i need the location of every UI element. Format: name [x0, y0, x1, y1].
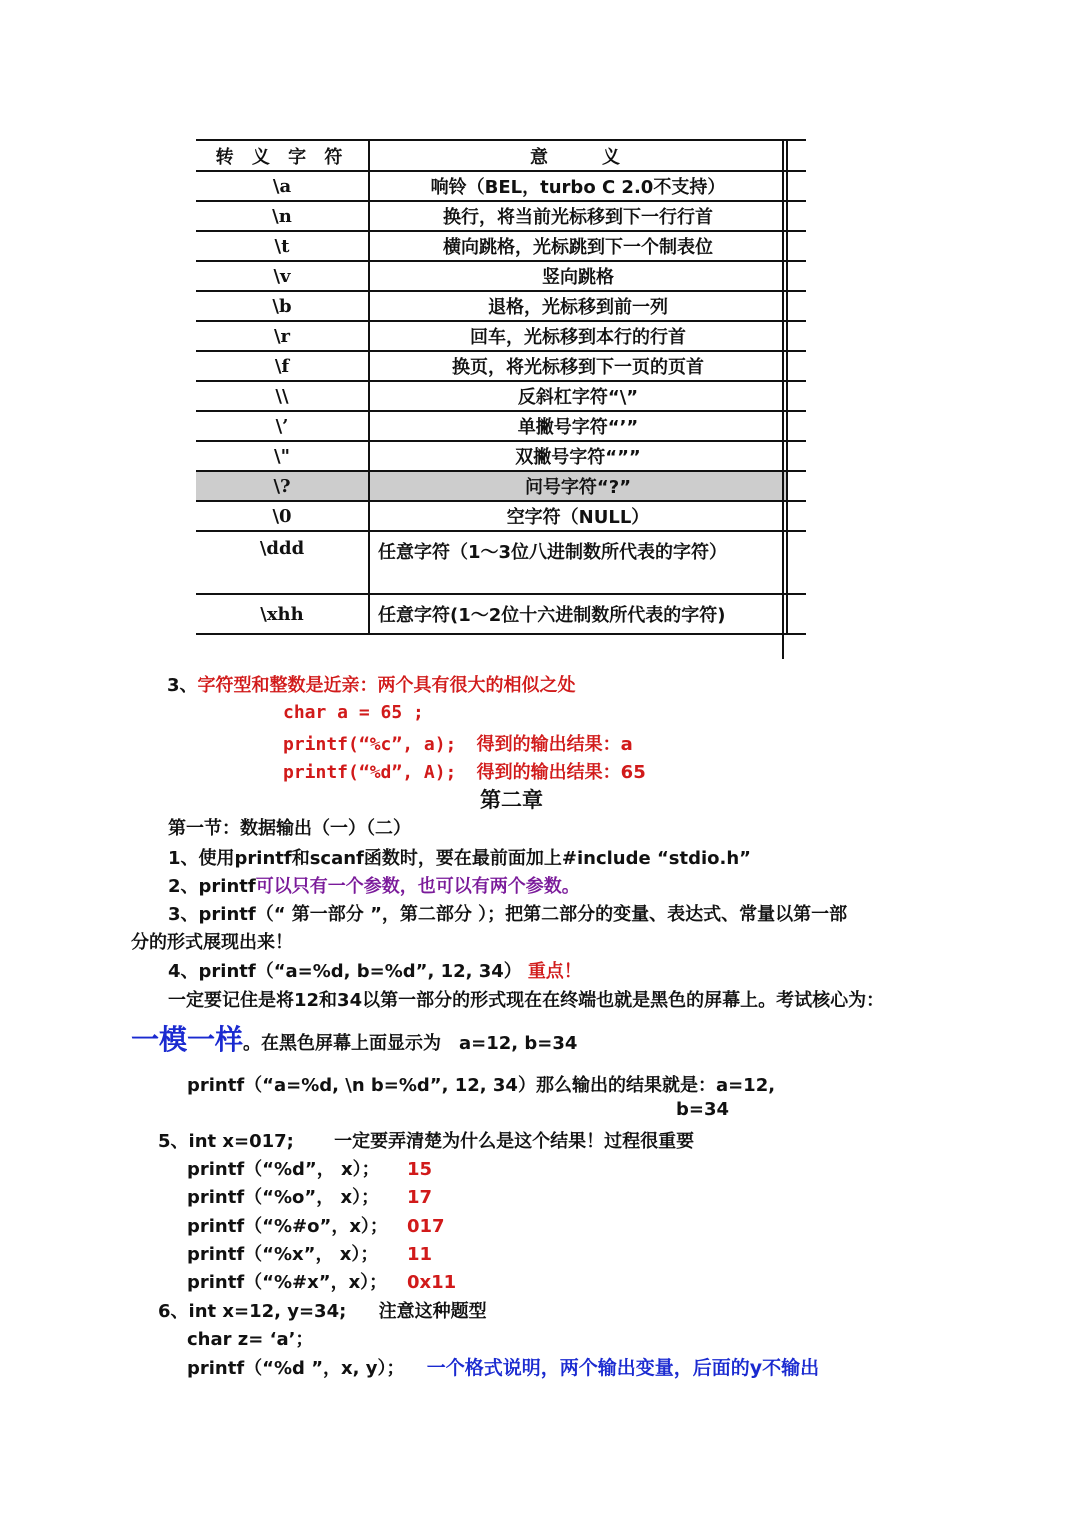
item-5-row [187, 1268, 456, 1294]
item-2-text: 可以只有一个参数，也可以有两个参数。 [255, 876, 580, 897]
item-5-row-code: printf（“%#x”，x）； [187, 1272, 388, 1293]
table-row [196, 501, 806, 531]
escape-code: \xhh [196, 594, 369, 634]
item-5-row [187, 1183, 432, 1209]
escape-meaning: 单撇号字符“’” [369, 411, 787, 441]
item-5-row-result: 15 [407, 1159, 433, 1180]
escape-code: \? [196, 471, 369, 501]
item-3-line2: 分的形式展现出来！ [131, 932, 293, 953]
sec3-heading [167, 671, 576, 697]
item-5-head [158, 1127, 694, 1153]
table-row [196, 531, 806, 594]
table-row [196, 594, 806, 634]
core-phrase: 一模一样 [131, 1023, 244, 1056]
escape-meaning: 换页，将光标移到下一页的页首 [369, 351, 787, 381]
table-row [196, 471, 806, 501]
table-row [196, 411, 806, 441]
escape-code: \a [196, 171, 369, 201]
table-row [196, 381, 806, 411]
item-4-core [131, 1018, 577, 1058]
escape-code: \’ [196, 411, 369, 441]
table-row [196, 441, 806, 471]
header-escape-char: 转 义 字 符 [196, 140, 369, 171]
item-5-row [187, 1155, 432, 1181]
item-6-line3 [187, 1353, 819, 1380]
sec3-line3-note: 得到的输出结果：65 [476, 762, 646, 783]
escape-code: \f [196, 351, 369, 381]
escape-meaning: 回车，光标移到本行的行首 [369, 321, 787, 351]
section-title: 第一节：数据输出（一）（二） [168, 818, 411, 839]
item-5-row-code: printf（“%o”， x）； [187, 1187, 380, 1208]
table-row [196, 321, 806, 351]
item-4 [168, 957, 582, 983]
sec3-title: 字符型和整数是近亲：两个具有很大的相似之处 [197, 675, 576, 696]
table-row [196, 291, 806, 321]
item-4-explain: 一定要记住是将12和34以第一部分的形式现在在终端也就是黑色的屏幕上。考试核心为： [168, 990, 885, 1011]
item-6-note: 注意这种题型 [378, 1301, 487, 1322]
item-5-row-result: 0x11 [407, 1272, 457, 1293]
item-5-row-code: printf（“%d”， x）； [187, 1159, 380, 1180]
item-5-row [187, 1212, 445, 1238]
sec3-line1: char a = 65 ; [283, 702, 424, 723]
escape-meaning: 响铃（BEL，turbo C 2.0不支持） [369, 171, 787, 201]
escape-meaning: 横向跳格，光标跳到下一个制表位 [369, 231, 787, 261]
table-row [196, 171, 806, 201]
item-4-emphasis: 重点！ [527, 961, 582, 982]
core-after: 。在黑色屏幕上面显示为 a=12, b=34 [243, 1033, 578, 1054]
item-6-line3-code: printf（“%d ”，x, y）； [187, 1358, 405, 1379]
escape-meaning: 换行，将当前光标移到下一行行首 [369, 201, 787, 231]
escape-code: \t [196, 231, 369, 261]
table-row [196, 231, 806, 261]
escape-meaning: 双撇号字符“”” [369, 441, 787, 471]
escape-code: \ddd [196, 531, 369, 594]
escape-code: \\ [196, 381, 369, 411]
escape-code: \" [196, 441, 369, 471]
sec3-line2-code: printf(“%c”, a); [283, 734, 457, 755]
item-5-row-result: 17 [407, 1187, 433, 1208]
sec3-line2-note: 得到的输出结果：a [476, 734, 633, 755]
item-5-note: 一定要弄清楚为什么是这个结果！过程很重要 [334, 1131, 695, 1152]
item-4-example: printf（“a=%d, \n b=%d”, 12, 34）那么输出的结果就是：a=12, [187, 1075, 776, 1096]
escape-meaning: 任意字符（1～3位八进制数所代表的字符） [369, 531, 787, 594]
escape-code: \0 [196, 501, 369, 531]
escape-code: \v [196, 261, 369, 291]
table-right-border [782, 139, 784, 659]
escape-code: \b [196, 291, 369, 321]
item-5-row-result: 11 [407, 1244, 433, 1265]
table-row [196, 351, 806, 381]
sec3-line3 [283, 758, 646, 784]
item-5-row [187, 1240, 432, 1266]
table-row [196, 261, 806, 291]
escape-meaning: 问号字符“?” [369, 471, 787, 501]
escape-meaning: 空字符（NULL） [369, 501, 787, 531]
table-header-row [196, 140, 806, 171]
item-6-code: 6、int x=12, y=34; [158, 1301, 347, 1322]
item-5-row-code: printf（“%x”， x）； [187, 1244, 379, 1265]
item-5-row-code: printf（“%#o”，x）； [187, 1216, 388, 1237]
item-6-line2: char z= ‘a’； [187, 1329, 314, 1350]
escape-code: \n [196, 201, 369, 231]
item-4-example-cont: b=34 [676, 1099, 730, 1120]
item-4-code: 4、printf（“a=%d, b=%d”, 12, 34） [168, 961, 522, 982]
table-row [196, 201, 806, 231]
item-6-head [158, 1297, 487, 1323]
item-2-lead: 2、printf [168, 876, 256, 897]
chapter-title: 第二章 [480, 788, 543, 812]
item-5-row-result: 017 [407, 1216, 445, 1237]
item-6-line3-note: 一个格式说明，两个输出变量，后面的y不输出 [426, 1357, 820, 1379]
sec3-line2 [283, 730, 633, 756]
item-1: 1、使用printf和scanf函数时，要在最前面加上#include “stdio.h” [168, 848, 752, 869]
sec3-number: 3、 [167, 675, 198, 696]
item-5-code: 5、int x=017; [158, 1131, 294, 1152]
escape-code: \r [196, 321, 369, 351]
escape-char-table [196, 139, 806, 635]
escape-meaning: 竖向跳格 [369, 261, 787, 291]
item-3-line1: 3、printf（“ 第一部分 ”，第二部分 ）；把第二部分的变量、表达式、常量以第一部 [168, 904, 848, 925]
escape-meaning: 任意字符(1～2位十六进制数所代表的字符) [369, 594, 787, 634]
sec3-line3-code: printf(“%d”, A); [283, 762, 457, 783]
item-2 [168, 872, 580, 898]
escape-meaning: 退格，光标移到前一列 [369, 291, 787, 321]
escape-meaning: 反斜杠字符“\” [369, 381, 787, 411]
header-meaning: 意 义 [369, 140, 787, 171]
